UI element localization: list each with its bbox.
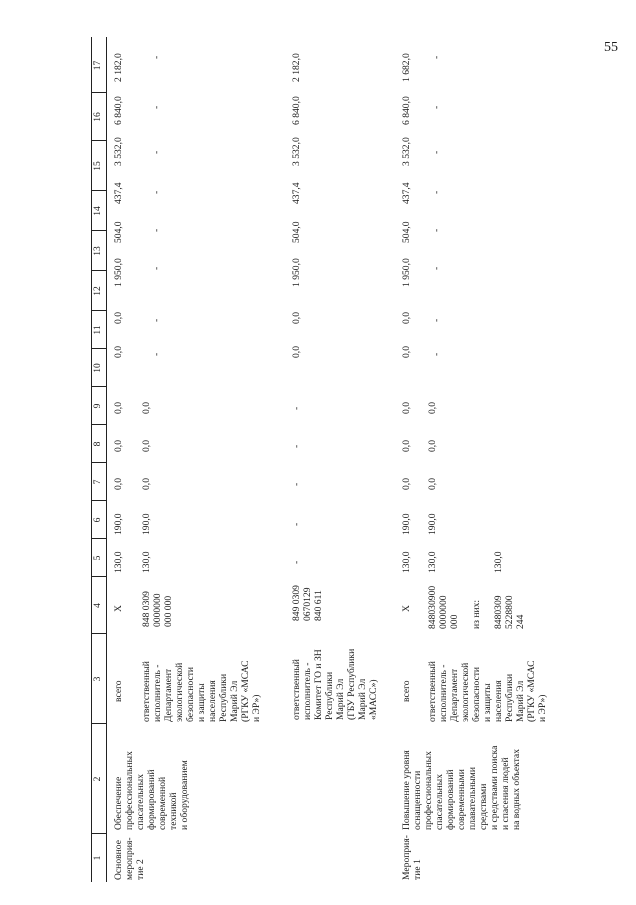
s1-r1-col5: 130,0 bbox=[113, 551, 124, 573]
section-1-name: Обеспечение профессиональных спасательных формирований современной техникой и оборудованием bbox=[113, 751, 190, 830]
s2-r1-col6: 190,0 bbox=[401, 513, 412, 535]
s2-r2-col11: - bbox=[431, 318, 442, 322]
header-cell-13: 13 bbox=[93, 246, 103, 256]
header-cell-2: 2 bbox=[93, 776, 103, 782]
s2-r2-col7: 0,0 bbox=[427, 478, 438, 490]
col-divider bbox=[91, 462, 106, 463]
header-cell-17: 17 bbox=[93, 60, 103, 71]
s1-r1-col14: 437,4 bbox=[113, 182, 124, 204]
s2-r2-col15: - bbox=[431, 150, 442, 154]
col-divider bbox=[91, 140, 106, 141]
s1-r2-col10: - bbox=[151, 352, 162, 356]
s1-r1-col4: X bbox=[113, 605, 124, 612]
header-cell-4: 4 bbox=[93, 603, 103, 608]
s1-r2-col5: 130,0 bbox=[141, 551, 152, 573]
header-cell-11: 11 bbox=[93, 325, 103, 335]
s1-r1-col15: 3 532,0 bbox=[113, 137, 124, 166]
s1-r3-col9: - bbox=[291, 406, 302, 410]
col-divider bbox=[91, 500, 106, 501]
s2-r1-col11: 0,0 bbox=[401, 312, 412, 324]
s2-r2-col9: 0,0 bbox=[427, 402, 438, 414]
s1-r3-col12: 1 950,0 bbox=[291, 258, 302, 287]
s2-r2-col3: ответственный исполнитель - Департамент экологической безопасности и защиты населения Республики Марий Эл (РГКУ «МСАС и ЭР») bbox=[427, 660, 548, 722]
s1-r1-col3: всего bbox=[113, 680, 124, 702]
s1-r3-col15: 3 532,0 bbox=[291, 137, 302, 166]
s2-r1-col5: 130,0 bbox=[401, 551, 412, 573]
s1-r3-col7: - bbox=[291, 482, 302, 486]
col-divider bbox=[91, 386, 106, 387]
s1-r2-col6: 190,0 bbox=[141, 513, 152, 535]
s2-r1-col12: 1 950,0 bbox=[401, 258, 412, 287]
s2-r1-col4: X bbox=[401, 605, 412, 612]
s2-r1-col16: 6 840,0 bbox=[401, 96, 412, 125]
header-bottom-rule bbox=[106, 37, 107, 882]
s1-r2-col3: ответственный исполнитель - Департамент экологической безопасности и защиты населения Республики Марий Эл (РГКУ «МСАС и ЭР») bbox=[141, 660, 262, 722]
s1-r2-col8: 0,0 bbox=[141, 440, 152, 452]
col-divider bbox=[91, 576, 106, 577]
s2-r1-col15: 3 532,0 bbox=[401, 137, 412, 166]
s1-r2-col15: - bbox=[151, 150, 162, 154]
s1-r2-col11: - bbox=[151, 318, 162, 322]
s1-r3-col3: ответственный исполнитель - Комитет ГО и ЗН Республики Марий Эл (ГБУ Республики Марий Эл «МАСС») bbox=[291, 648, 379, 720]
s1-r3-col4: 849 0309 0670129 840 611 bbox=[291, 585, 324, 621]
s1-r1-col10: 0,0 bbox=[113, 346, 124, 358]
s2-r2-col5: 130,0 130,0 bbox=[427, 551, 504, 573]
s2-r1-col9: 0,0 bbox=[401, 402, 412, 414]
s2-r2-col16: - bbox=[431, 105, 442, 109]
s2-r2-col8: 0,0 bbox=[427, 440, 438, 452]
header-cell-15: 15 bbox=[93, 161, 103, 171]
s1-r3-col17: 2 182,0 bbox=[291, 53, 302, 82]
header-cell-9: 9 bbox=[93, 403, 103, 409]
s1-r1-col6: 190,0 bbox=[113, 513, 124, 535]
s2-r1-col10: 0,0 bbox=[401, 346, 412, 358]
s1-r3-col16: 6 840,0 bbox=[291, 96, 302, 125]
col-divider bbox=[91, 424, 106, 425]
section-2-name: Повышение уровня оснащенности профессиональных спасательных формирований современными плавательными средствами и средствами поиска и спасения людей на водных объектах bbox=[401, 745, 522, 830]
s1-r1-col7: 0,0 bbox=[113, 478, 124, 490]
s2-r2-col12: - bbox=[431, 266, 442, 270]
s1-r2-col12: - bbox=[151, 266, 162, 270]
s2-r1-col17: 1 682,0 bbox=[401, 53, 412, 82]
col-divider bbox=[91, 348, 106, 349]
s1-r3-col6: - bbox=[291, 522, 302, 526]
header-cell-10: 10 bbox=[93, 363, 103, 373]
header-cell-14: 14 bbox=[93, 206, 103, 216]
col-divider bbox=[91, 190, 106, 191]
s2-r2-col10: - bbox=[431, 352, 442, 356]
s1-r2-col9: 0,0 bbox=[141, 402, 152, 414]
col-divider bbox=[91, 538, 106, 539]
section-2-title: Мероприя- тие 1 bbox=[401, 835, 423, 880]
header-cell-6: 6 bbox=[93, 517, 103, 523]
s1-r3-col13: 504,0 bbox=[291, 221, 302, 243]
header-cell-12: 12 bbox=[93, 286, 103, 296]
header-cell-3: 3 bbox=[93, 676, 103, 682]
s1-r1-col13: 504,0 bbox=[113, 221, 124, 243]
col-divider bbox=[91, 723, 106, 724]
s2-r1-col3: всего bbox=[401, 680, 412, 702]
page-number: 55 bbox=[604, 40, 618, 55]
s1-r2-col4: 848 0309 0000000 000 000 bbox=[141, 591, 174, 627]
s1-r1-col8: 0,0 bbox=[113, 440, 124, 452]
header-cell-8: 8 bbox=[93, 441, 103, 447]
s2-r1-col13: 504,0 bbox=[401, 221, 412, 243]
s1-r3-col5: - bbox=[291, 560, 302, 564]
header-cell-16: 16 bbox=[93, 112, 103, 122]
s1-r1-col16: 6 840,0 bbox=[113, 96, 124, 125]
s2-r2-col14: - bbox=[431, 190, 442, 194]
col-divider bbox=[91, 270, 106, 271]
s2-r2-col17: - bbox=[431, 55, 442, 59]
s1-r3-col14: 437,4 bbox=[291, 182, 302, 204]
s2-r1-col7: 0,0 bbox=[401, 478, 412, 490]
s1-r3-col11: 0,0 bbox=[291, 312, 302, 324]
s2-r2-col6: 190,0 bbox=[427, 513, 438, 535]
col-divider bbox=[91, 833, 106, 834]
header-cell-7: 7 bbox=[93, 479, 103, 485]
s2-r1-col8: 0,0 bbox=[401, 440, 412, 452]
s1-r1-col11: 0,0 bbox=[113, 312, 124, 324]
s1-r3-col10: 0,0 bbox=[291, 346, 302, 358]
s1-r1-col12: 1 950,0 bbox=[113, 258, 124, 287]
s1-r2-col14: - bbox=[151, 190, 162, 194]
s1-r2-col16: - bbox=[151, 105, 162, 109]
s1-r2-col17: - bbox=[151, 55, 162, 59]
s1-r3-col8: - bbox=[291, 444, 302, 448]
s1-r2-col7: 0,0 bbox=[141, 478, 152, 490]
header-top-rule bbox=[91, 37, 92, 882]
col-divider bbox=[91, 230, 106, 231]
col-divider bbox=[91, 633, 106, 634]
s1-r1-col9: 0,0 bbox=[113, 402, 124, 414]
s2-r2-col4: 848030900 0000000 000 из них: 8480309 5228800 244 bbox=[427, 585, 526, 629]
header-cell-5: 5 bbox=[93, 555, 103, 561]
s1-r2-col13: - bbox=[151, 228, 162, 232]
s2-r2-col13: - bbox=[431, 228, 442, 232]
rotated-table bbox=[91, 32, 636, 882]
section-1-title: Основное мероприя- тие 2 bbox=[113, 837, 146, 880]
s1-r1-col17: 2 182,0 bbox=[113, 53, 124, 82]
col-divider bbox=[91, 92, 106, 93]
col-divider bbox=[91, 310, 106, 311]
s2-r1-col14: 437,4 bbox=[401, 182, 412, 204]
header-cell-1: 1 bbox=[93, 855, 103, 861]
